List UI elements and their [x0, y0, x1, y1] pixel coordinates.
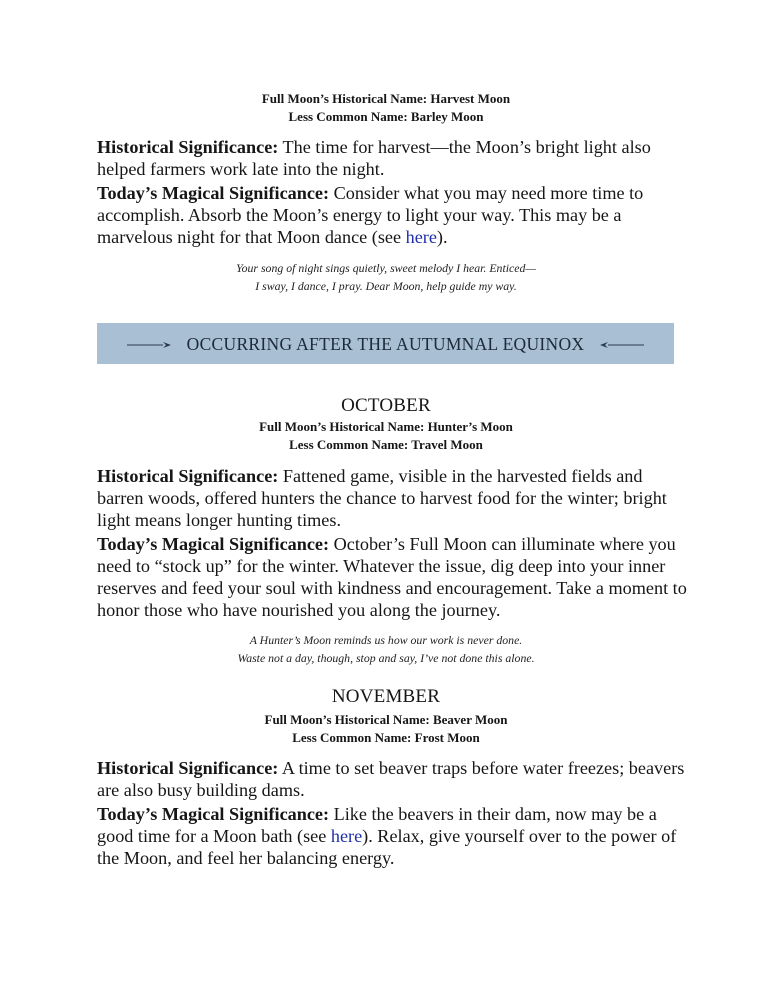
- october-less-common-name: Less Common Name: Travel Moon: [289, 437, 483, 452]
- right-ornament-icon: [600, 342, 644, 345]
- magical-text-end: ).: [436, 227, 448, 247]
- historical-label: Historical Significance:: [97, 466, 279, 486]
- october-historical-paragraph: [97, 465, 687, 531]
- historical-label: Historical Significance:: [97, 758, 279, 778]
- september-poem-line-1: Your song of night sings quietly, sweet melody I hear. Enticed—: [236, 261, 536, 275]
- october-poem-line-2: Waste not a day, though, stop and say, I’ve not done this alone.: [237, 651, 535, 665]
- moon-dance-link[interactable]: here: [405, 227, 437, 247]
- magical-label: Today’s Magical Significance:: [97, 534, 330, 554]
- november-historical-paragraph: [97, 757, 687, 801]
- october-poem-line-1: A Hunter’s Moon reminds us how our work is never done.: [249, 633, 523, 647]
- moon-bath-link[interactable]: here: [330, 826, 363, 846]
- september-poem-line-2: I sway, I dance, I pray. Dear Moon, help guide my way.: [255, 279, 517, 293]
- september-historical-name: Full Moon’s Historical Name: Harvest Moon: [261, 91, 511, 106]
- historical-label: Historical Significance:: [97, 137, 279, 157]
- historical-text: Fattened game, visible in the harvested fields and barren woods, offered hunters the chance to harvest food for the winter; bright light means longer hunting times.: [97, 466, 667, 530]
- historical-text: A time to set beaver traps before water freezes; beavers are also busy building dams.: [97, 758, 685, 800]
- magical-text: October’s Full Moon can illuminate where you need to “stock up” for the winter. Whatever the issue, dig deep into your inner reserves and feed your soul with kindness and encouragement. Take a moment to honor those who have nourished you along the journey.: [97, 534, 687, 620]
- september-magical-paragraph: [97, 182, 687, 248]
- october-magical-paragraph: [97, 533, 687, 621]
- magical-label: Today’s Magical Significance:: [97, 804, 330, 824]
- november-heading: NOVEMBER: [331, 686, 441, 707]
- section-banner: [97, 323, 674, 364]
- november-less-common-name: Less Common Name: Frost Moon: [292, 730, 480, 745]
- september-historical-paragraph: [97, 136, 687, 180]
- october-historical-name: Full Moon’s Historical Name: Hunter’s Moon: [259, 419, 513, 434]
- historical-text: The time for harvest—the Moon’s bright light also helped farmers work late into the night.: [97, 137, 651, 179]
- magical-text-end: ). Relax, give yourself over to the power of the Moon, and feel her balancing energy.: [97, 826, 677, 868]
- banner-title: OCCURRING AFTER THE AUTUMNAL EQUINOX: [186, 334, 585, 354]
- magical-label: Today’s Magical Significance:: [97, 183, 330, 203]
- november-historical-name: Full Moon’s Historical Name: Beaver Moon: [264, 712, 508, 727]
- magical-text: Consider what you may need more time to accomplish. Absorb the Moon’s energy to light your way. This may be a marvelous night for that Moon dance (see: [97, 183, 644, 247]
- september-less-common-name: Less Common Name: Barley Moon: [288, 109, 484, 124]
- october-heading: OCTOBER: [341, 395, 431, 416]
- november-magical-paragraph: [97, 803, 687, 869]
- magical-text: Like the beavers in their dam, now may be a good time for a Moon bath (see: [97, 804, 657, 846]
